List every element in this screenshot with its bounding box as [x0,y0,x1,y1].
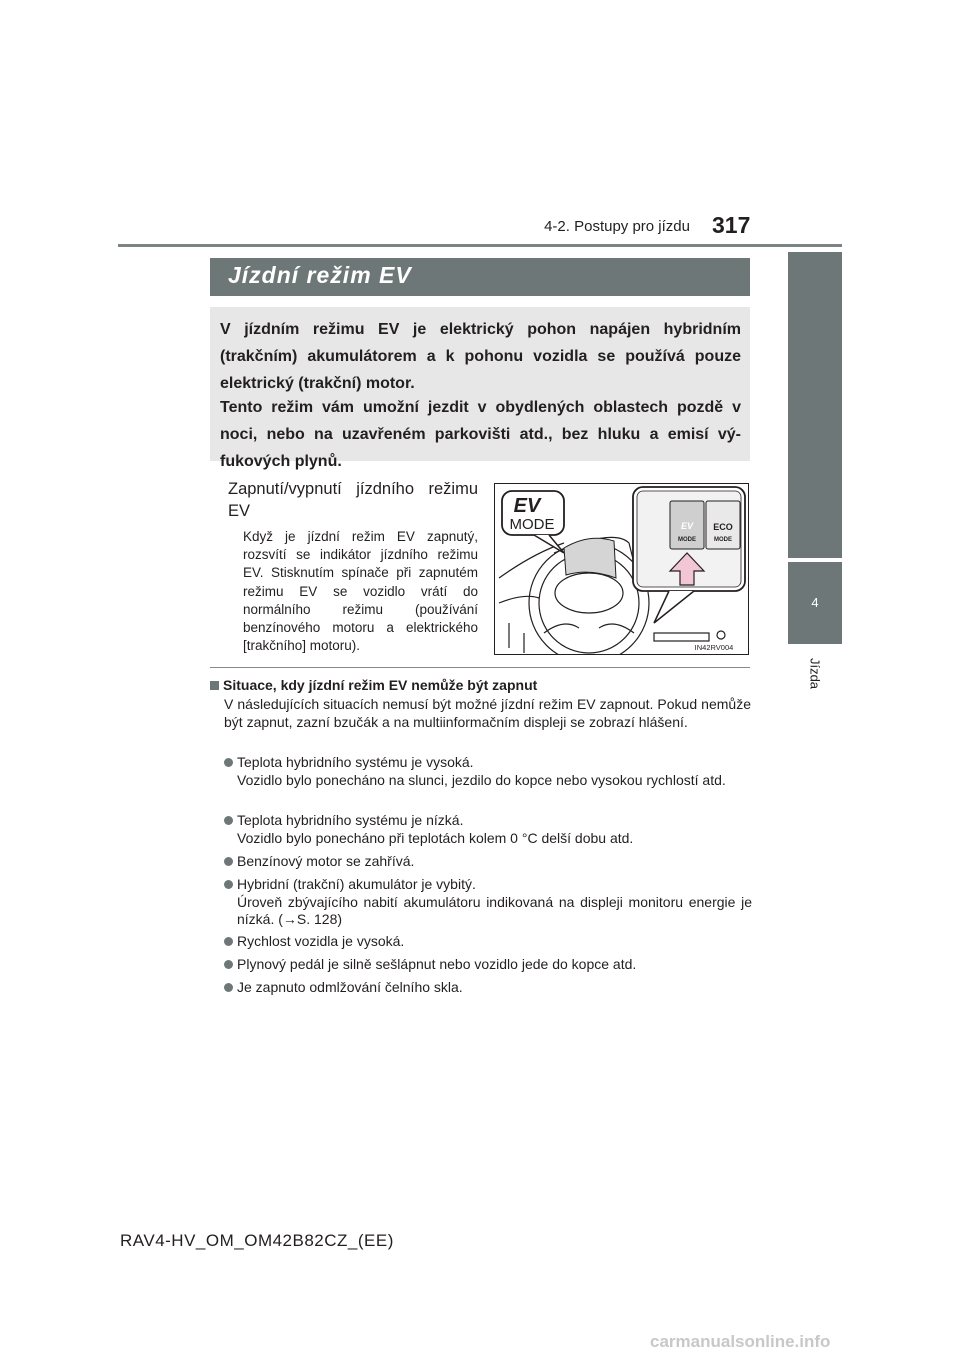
list-item [224,979,752,997]
list-item [224,812,752,847]
bullet-dot-icon [224,983,233,992]
list-item-line2: Úroveň zbývajícího nabití akumulátoru indikovaná na displeji monitoru energie je nízká. (→S. 128) [237,893,752,927]
header-section-title: 4-2. Postupy pro jízdu [544,218,690,235]
bullet-dot-icon [224,857,233,866]
button-ev-text: EV [680,521,694,531]
section-divider [210,667,750,668]
list-item-line2: Vozidlo bylo ponecháno při teplotách kolem 0 °C delší dobu atd. [237,829,634,846]
list-item-line1: Plynový pedál je silně sešlápnut nebo vozidlo jede do kopce atd. [237,956,637,972]
list-item-line1: Je zapnuto odmlžování čelního skla. [237,979,463,995]
page-number: 317 [712,212,751,238]
bullet-dot-icon [224,937,233,946]
side-tab-chapter-number[interactable]: 4 [788,562,842,644]
indicator-ev-text: EV [513,495,541,517]
list-item [224,956,752,974]
intro-box [210,307,750,470]
list-item [224,876,752,929]
list-item-line1: Teplota hybridního systému je vysoká. [237,754,474,770]
intro-paragraph-2: Tento režim vám umožní jezdit v obydlených oblastech pozdě v noci, nebo na uzavřeném parkovišti atd., bez hluku a emisí výfukových plynů. [220,399,741,470]
side-tab-chapter-label [788,646,842,706]
indicator-mode-text: MODE [509,516,555,533]
intro-paragraph-1: V jízdním režimu EV je elektrický pohon napájen hybridním (trakčním) akumulátorem a k pohonu vozidla se používá pouze elektrický (trakční) motor. [220,321,741,392]
situations-intro: V následujících situacích nemusí být možné jízdní režim EV zapnout. Pokud nemůže být zapnut, zazní bzučák a na multiinformačním displeji se zobrazí hlášení. [224,696,751,730]
button-ev-mode-text: MODE [678,537,696,543]
toggle-heading: Zapnutí/vypnutí jízdního režimu EV [228,480,478,520]
list-item-line1: Benzínový motor se zahřívá. [237,853,415,869]
bullet-dot-icon [224,758,233,767]
section-title: Jízdní režim EV [228,262,412,288]
document-code: RAV4-HV_OM_OM42B82CZ_(EE) [120,1231,394,1250]
list-item [224,853,752,871]
list-item-line1: Rychlost vozidla je vysoká. [237,933,405,949]
illustration-code: IN42RV004 [694,643,734,652]
list-item-line1: Teplota hybridního systému je nízká. [237,812,464,828]
bullet-dot-icon [224,880,233,889]
toggle-description: Když je jízdní režim EV zapnutý, rozsvítí se indikátor jízdního režimu EV. Stisknutím spínače při zapnutém režimu EV se vozidlo vrátí do normálního režimu (používání benzínového motoru a elektrického [trakčního] motoru). [243,529,478,654]
list-item [224,933,752,951]
bullet-dot-icon [224,816,233,825]
section-title-bar [210,258,750,296]
list-item [224,754,752,789]
watermark: carmanualsonline.info [650,1332,831,1351]
ev-mode-illustration [494,483,749,655]
meter-highlight [564,538,616,578]
button-eco-text: ECO [713,522,733,532]
header-rule [118,244,842,247]
button-eco-mode-text: MODE [714,537,732,543]
situations-heading [210,677,537,693]
side-tab-label-text: Jízda [807,657,823,690]
list-item-line1: Hybridní (trakční) akumulátor je vybitý. [237,876,476,892]
square-bullet-icon [210,681,219,690]
bullet-dot-icon [224,960,233,969]
side-tab-bar [788,252,842,558]
situations-heading-text: Situace, kdy jízdní režim EV nemůže být zapnut [223,677,538,693]
list-item-line2: Vozidlo bylo ponecháno na slunci, jezdilo do kopce nebo vysokou rychlostí atd. [237,771,726,788]
